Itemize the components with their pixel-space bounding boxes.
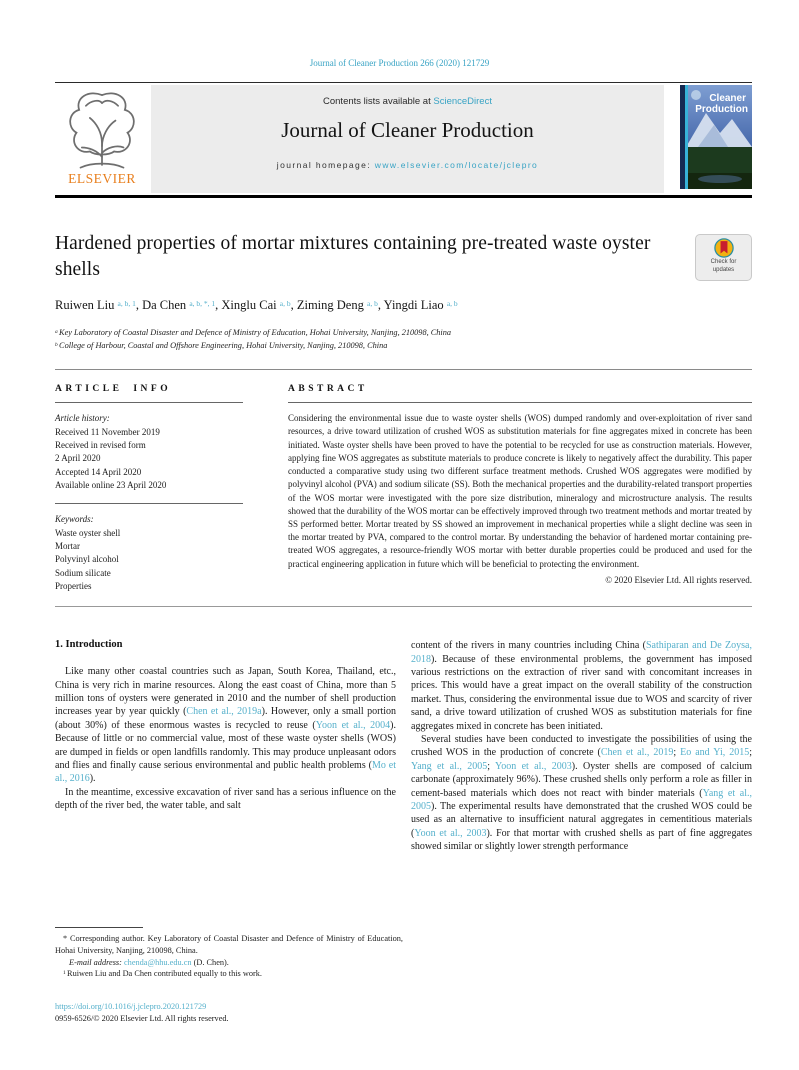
keyword: Sodium silicate: [55, 567, 111, 578]
abstract-text: Considering the environmental issue due to waste oyster shells (WOS) dumped randomly and over-exploitation of river sand resources, a drive toward utilization of crushed WOS as substitution materials for fine aggregates mixed in concrete has been initiated. Waste oyster shells have been proved to have the potential to be recycled for use as construction materials. However, applying fine WOS aggregates as substitute materials to produce concrete is likely to negatively affect the durability. This paper conducted a comparative study using two different surface treatment methods. Crushed WOS aggregates were modified by polyvinyl alcohol (PVA) and sodium silicate (SS). Both the mechanical properties and the durability-related transport properties of the WOS mortar were investigated with the pore size distribution, mineralogy and microstructure analysis. The results showed that the durability of the WOS mortar can be effectively improved through two treatment methods and mortar treated by SS performed better. Mortar treated by SS showed an improvement in mechanical properties while a slight decline was seen in the mortar treated by PVA, compared to the control mortar. By understanding the behavior of hardened mortar containing pre-treated WOS aggregates, a resource-friendly WOS mortar with better durable properties could be produced and used for the practical engineering application in future which will be beneficial to protecting the environment.: [288, 413, 752, 569]
contents-line: [151, 96, 664, 107]
text-segment: content of the rivers in many countries including China (: [411, 640, 646, 652]
elsevier-logo: [55, 85, 151, 193]
contents-label: Contents lists available at: [323, 96, 434, 107]
journal-title: Journal of Cleaner Production: [281, 118, 534, 142]
inline-link[interactable]: Chen et al., 2019: [600, 747, 674, 759]
abstract-column: [288, 384, 752, 593]
text-segment: In the meantime, excessive excavation of river sand has a serious influence on the depth of the river bed, the water table, and salt: [55, 786, 396, 812]
keyword: Properties: [55, 581, 92, 591]
text-segment: , Yingdi Liao: [377, 298, 447, 313]
text-segment: ). However, only a small portion (about 30%) of these enormous wastes is recycled to reuse (: [55, 706, 396, 731]
text-segment: a: [55, 329, 60, 336]
text-segment: Like many other coastal countries such as Japan, South Korea, Thailand, etc., China is very rich in marine resources. Along the east coast of China, more than 5 million tons of oysters were generated in 2010 and the number of shell production increases year by year quickly (: [55, 666, 396, 718]
text-segment: ). For that mortar with crushed shells as part of fine aggregates showed similar or slightly lower strength performance: [411, 827, 752, 853]
text-segment: b: [55, 341, 60, 348]
keyword: Waste oyster shell: [55, 527, 121, 538]
section-heading: 1. Introduction: [55, 639, 123, 651]
elsevier-logo-text: ELSEVIER: [68, 171, 136, 186]
paragraph: [411, 639, 752, 733]
text-segment: ). Because of these environmental problems, the government has imposed various restrictions on the extraction of river sand with concomitant increases in prices. This would have a great impact on the overall stability of the construction market. Thus, considering the environmental issue due to WOS and scarcity of river sand, a drive toward utilization of crushed WOS as substitution materials for fine aggregates mixed in concrete has been initiated.: [411, 653, 752, 732]
journal-citation: Journal of Cleaner Production 266 (2020) 121729: [309, 58, 490, 68]
text-segment: a, b, *, 1: [189, 299, 216, 309]
history-label: Article history:: [55, 413, 110, 424]
history-line: Received 11 November 2019: [55, 426, 160, 437]
body-columns: [55, 639, 752, 853]
journal-homepage-link[interactable]: www.elsevier.com/locate/jclepro: [374, 160, 539, 170]
sciencedirect-link[interactable]: ScienceDirect: [433, 96, 492, 107]
text-segment: 1: [63, 969, 68, 976]
homepage-line: [151, 160, 664, 170]
issn-line: 0959-6526/© 2020 Elsevier Ltd. All rights reserved.: [55, 1014, 229, 1024]
history-line: Available online 23 April 2020: [55, 479, 167, 490]
affiliation-a: [55, 327, 752, 340]
inline-link[interactable]: Yang et al., 2005: [411, 760, 488, 772]
text-segment: ). Oyster shells are composed of calcium carbonate (approximately 96%). These crushed shells only perform a role as filler in cement-based materials which does not react with binder materials (: [411, 760, 752, 799]
paragraph: [55, 665, 396, 786]
inline-link[interactable]: chenda@hhu.edu.cn: [124, 957, 192, 967]
right-column: [411, 639, 752, 853]
keyword: Mortar: [55, 541, 80, 552]
text-segment: ). The experimental results have demonstrated that the crushed WOS could be used as an alternative to insufficient natural aggregates in cementitious materials (: [411, 801, 752, 839]
abstract-heading: ABSTRACT: [288, 384, 368, 395]
footnote-rule: [55, 927, 143, 928]
header-graybox: [151, 85, 664, 193]
text-segment: , Ziming Deng: [290, 298, 367, 313]
text-segment: ). Because of little or no commercial value, most of these waste oyster shells (WOS) are dumped in fields or open landfills randomly. This may produce unpleasant odors and flies and finally cause serious environmental and public health problems (: [55, 719, 397, 772]
email-note: [55, 957, 403, 969]
paragraph: [55, 786, 396, 813]
text-segment: Ruiwen Liu and Da Chen contributed equally to this work.: [67, 969, 262, 979]
meta-bottom-rule: [55, 606, 752, 607]
check-updates-label: Check for updates: [710, 259, 737, 273]
page-footer: [55, 1001, 229, 1026]
crossmark-icon: [714, 238, 734, 258]
text-segment: Key Laboratory of Coastal Disaster and Defence of Ministry of Education, Hohai University, Nanjing, 210098, China: [59, 328, 452, 338]
paragraph: [411, 733, 752, 854]
text-segment: a, b: [366, 299, 378, 309]
inline-link[interactable]: Chen et al., 2019a: [186, 706, 262, 718]
text-segment: (D. Chen).: [191, 957, 229, 967]
corresponding-author-note: [55, 933, 403, 957]
check-updates-badge[interactable]: [695, 234, 752, 281]
history-line: Accepted 14 April 2020: [55, 466, 142, 477]
text-segment: E-mail address:: [69, 957, 124, 967]
affiliation-b: [55, 340, 752, 353]
affiliations: [55, 327, 752, 353]
cover-title-line1: Cleaner: [709, 93, 746, 104]
article-info-heading: ARTICLE INFO: [55, 384, 172, 395]
elsevier-tree-icon: [61, 87, 143, 173]
author-line: [55, 298, 752, 313]
copyright-line: © 2020 Elsevier Ltd. All rights reserved.: [605, 574, 752, 585]
title-block: [55, 231, 752, 353]
inline-link[interactable]: Sathiparan and De Zoysa, 2018: [411, 640, 753, 665]
abstract-rule: [288, 402, 752, 403]
inline-link[interactable]: Yoon et al., 2003: [495, 760, 572, 772]
text-segment: College of Harbour, Coastal and Offshore Engineering, Hohai University, Nanjing, 210098, China: [59, 341, 388, 351]
text-segment: a, b: [279, 299, 291, 309]
keyword: Polyvinyl alcohol: [55, 554, 119, 565]
inline-link[interactable]: Yoon et al., 2003: [414, 827, 487, 839]
text-segment: ;: [749, 747, 752, 759]
doi-link[interactable]: https://doi.org/10.1016/j.jclepro.2020.121729: [55, 1002, 207, 1011]
text-segment: Several studies have been conducted to investigate the possibilities of using the crushed WOS in the production of concrete (: [411, 734, 752, 759]
inline-link[interactable]: Yang et al., 2005: [411, 787, 752, 812]
footnotes: [55, 927, 403, 980]
journal-header: [55, 82, 752, 198]
text-segment: , Da Chen: [135, 298, 190, 313]
inline-link[interactable]: Yoon et al., 2004: [315, 719, 391, 731]
text-segment: ).: [89, 773, 96, 785]
cover-title-line2: Production: [695, 104, 748, 115]
homepage-label: journal homepage:: [276, 160, 375, 170]
left-column: [55, 639, 396, 853]
header-bottom-rule: [55, 195, 752, 198]
journal-cover-image: [680, 85, 752, 189]
article-title: Hardened properties of mortar mixtures containing pre-treated waste oyster shells: [55, 233, 651, 280]
inline-link[interactable]: Eo and Yi, 2015: [680, 747, 750, 759]
text-segment: * Corresponding author. Key Laboratory of Coastal Disaster and Defence of Ministry of Education, Hohai University, Nanjing, 210098, China.: [55, 934, 403, 955]
text-segment: a, b: [446, 299, 458, 309]
article-info-column: [55, 384, 243, 593]
text-segment: a, b, 1: [117, 299, 136, 309]
article-info-rule: [55, 402, 243, 403]
text-segment: ;: [673, 747, 681, 759]
equal-contribution-note: [55, 968, 403, 980]
journal-cover-thumbnail: [680, 85, 752, 189]
text-segment: ;: [487, 760, 495, 772]
keywords-rule: [55, 503, 243, 504]
text-segment: Ruiwen Liu: [55, 298, 118, 313]
inline-link[interactable]: Mo et al., 2016: [55, 760, 396, 785]
text-segment: , Xinglu Cai: [215, 298, 280, 313]
meta-section: [55, 370, 752, 593]
history-line: 2 April 2020: [55, 453, 101, 464]
history-line: Received in revised form: [55, 440, 146, 450]
keywords-label: Keywords:: [55, 514, 94, 525]
